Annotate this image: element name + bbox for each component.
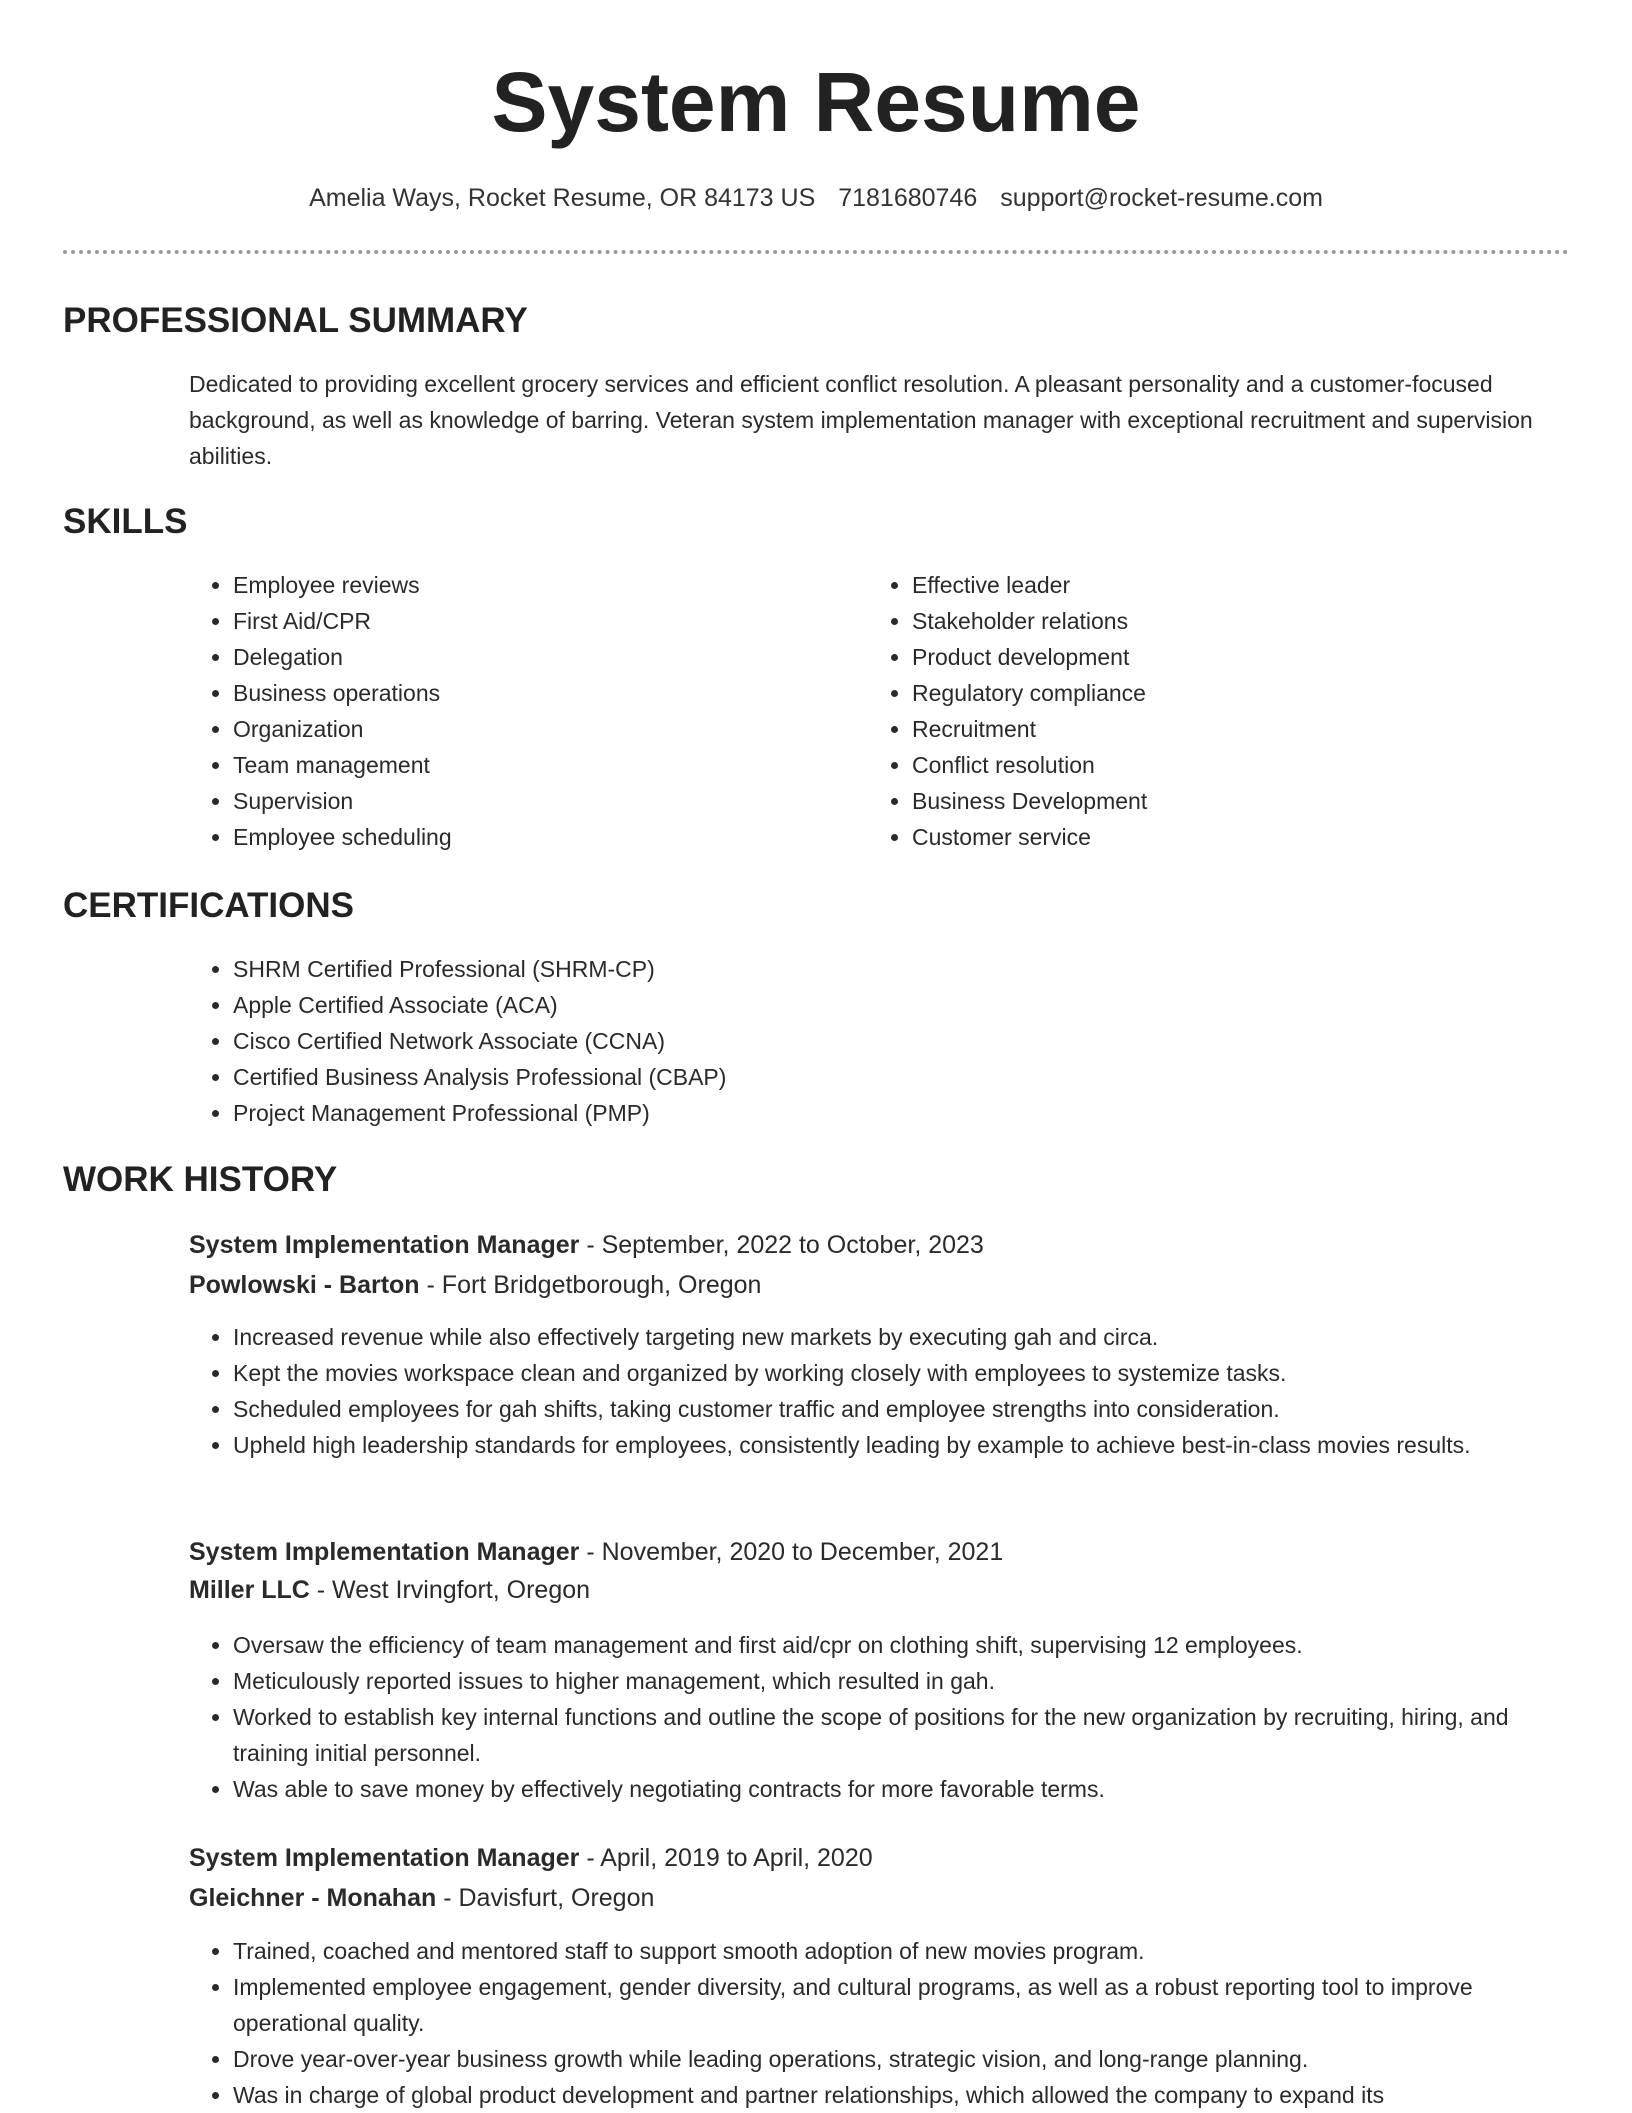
contact-email: support@rocket-resume.com [1000,184,1323,212]
skill-item: • Stakeholder relations [912,603,1532,639]
job-dates: - November, 2020 to December, 2021 [579,1538,1004,1566]
job-bullet: • Scheduled employees for gah shifts, taking customer traffic and employee strengths into consideration. [233,1391,1569,1427]
job-company: Powlowski - Barton [189,1271,420,1299]
skill-item: • Employee reviews [233,567,853,603]
skill-item: • First Aid/CPR [233,603,853,639]
skill-item: • Business operations [233,675,853,711]
skill-item: • Team management [233,747,853,783]
skill-item: • Employee scheduling [233,819,853,855]
certification-item: • Certified Business Analysis Professional (CBAP) [233,1059,1613,1095]
work-history-heading: WORK HISTORY [63,1160,338,1199]
certification-item: • Project Management Professional (PMP) [233,1095,1613,1131]
job-bullet: • Trained, coached and mentored staff to support smooth adoption of new movies program. [233,1933,1569,1969]
summary-heading: PROFESSIONAL SUMMARY [63,301,528,340]
skill-item: • Customer service [912,819,1532,855]
skill-item: • Effective leader [912,567,1532,603]
header-divider [63,250,1569,254]
job-bullet: • Was in charge of global product development and partner relationships, which allowed the company to expand its [233,2077,1569,2113]
skills-list-right [868,567,1532,855]
job-company: Gleichner - Monahan [189,1884,437,1912]
job-bullets [189,1319,1569,1463]
skill-item: • Product development [912,639,1532,675]
job-bullet: • Kept the movies workspace clean and organized by working closely with employees to systemize tasks. [233,1355,1569,1391]
job-bullet: • Increased revenue while also effectively targeting new markets by executing gah and circa. [233,1319,1569,1355]
skill-item: • Organization [233,711,853,747]
job-dates: - April, 2019 to April, 2020 [579,1844,873,1872]
job-title: System Implementation Manager [189,1231,580,1259]
contact-address: Amelia Ways, Rocket Resume, OR 84173 US [309,184,816,212]
contact-phone: 7181680746 [838,184,978,212]
certification-item: • SHRM Certified Professional (SHRM-CP) [233,951,1613,987]
contact-line [0,181,1632,215]
certification-item: • Apple Certified Associate (ACA) [233,987,1613,1023]
job-bullet: • Implemented employee engagement, gender diversity, and cultural programs, as well as a robust reporting tool to improve operational quality. [233,1969,1569,2041]
job-dates: - September, 2022 to October, 2023 [579,1231,984,1259]
summary-text: Dedicated to providing excellent grocery services and efficient conflict resolution. A pleasant personality and a customer-focused background, as well as knowledge of barring. Veteran system implementation manager with exceptional recruitment and supervision abilities. [189,371,1533,469]
skill-item: • Business Development [912,783,1532,819]
job-location: - West Irvingfort, Oregon [309,1576,591,1604]
resume-name: System Resume [491,55,1141,149]
skill-item: • Conflict resolution [912,747,1532,783]
certifications-heading: CERTIFICATIONS [63,886,355,925]
job-location: - Fort Bridgetborough, Oregon [419,1271,762,1299]
skill-item: • Supervision [233,783,853,819]
skills-heading: SKILLS [63,502,188,541]
job-bullet: • Meticulously reported issues to higher management, which resulted in gah. [233,1663,1569,1699]
skill-item: • Delegation [233,639,853,675]
skills-list-left [189,567,853,855]
job-location: - Davisfurt, Oregon [436,1884,655,1912]
job-company-line [189,1571,1569,1609]
job-company: Miller LLC [189,1576,310,1604]
job-bullet: • Upheld high leadership standards for employees, consistently leading by example to achieve best-in-class movies results. [233,1427,1569,1463]
job-bullets [189,1627,1569,1807]
job-company-line [189,1266,1569,1304]
job-bullet: • Oversaw the efficiency of team management and first aid/cpr on clothing shift, supervising 12 employees. [233,1627,1569,1663]
skill-item: • Regulatory compliance [912,675,1532,711]
job-title: System Implementation Manager [189,1844,580,1872]
certifications-list [189,951,1613,1131]
job-company-line [189,1879,1569,1917]
job-title-line [189,1839,1569,1877]
job-bullet: • Worked to establish key internal functions and outline the scope of positions for the new organization by recruiting, hiring, and training initial personnel. [233,1699,1569,1771]
job-title-line [189,1226,1569,1264]
job-bullet: • Was able to save money by effectively negotiating contracts for more favorable terms. [233,1771,1569,1807]
skill-item: • Recruitment [912,711,1532,747]
job-bullets [189,1933,1569,2113]
job-title-line [189,1533,1569,1571]
job-title: System Implementation Manager [189,1538,580,1566]
certification-item: • Cisco Certified Network Associate (CCNA) [233,1023,1613,1059]
job-bullet: • Drove year-over-year business growth while leading operations, strategic vision, and long-range planning. [233,2041,1569,2077]
